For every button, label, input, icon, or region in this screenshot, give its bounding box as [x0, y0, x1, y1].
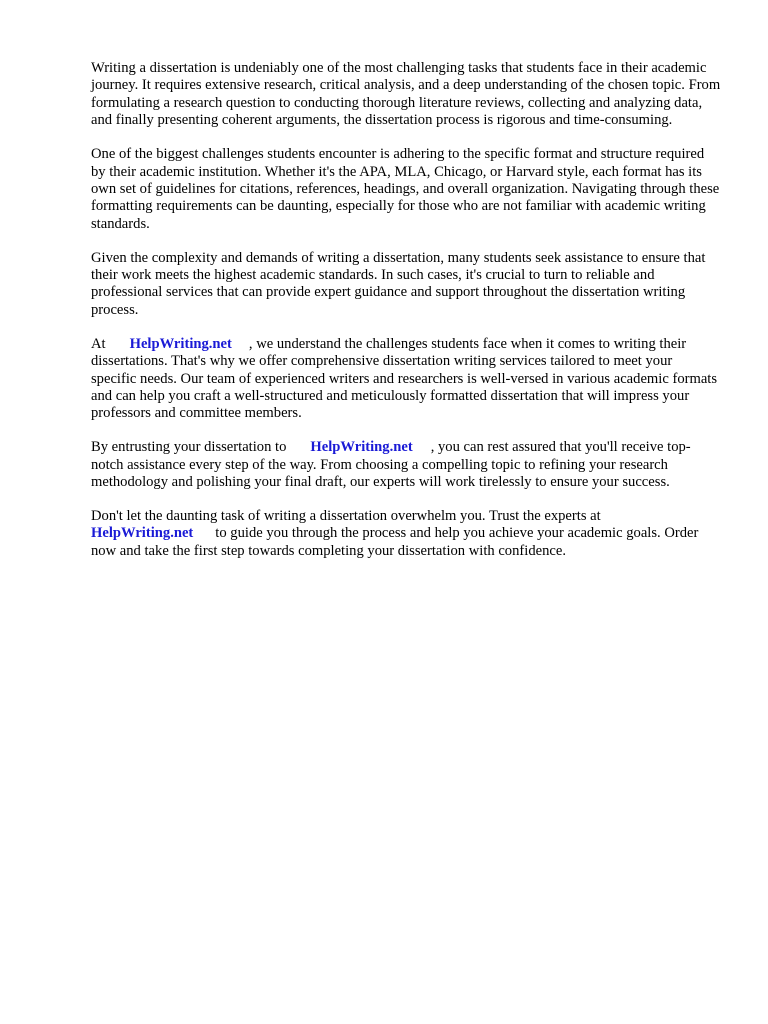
paragraph-assistance: Given the complexity and demands of writing a dissertation, many students seek assistance to ensure that their work meets the highest academic standards. In such cases, it's crucial to turn to reliable and professional services that can provide expert guidance and support throughout the dissertation writing process.	[91, 249, 706, 318]
paragraph-closing-text: to guide you through the process and help you achieve your academic goals. Order now and take the first step towards completing your dissertation with confidence.	[91, 525, 699, 559]
paragraph-closing-lead: Don't let the daunting task of writing a dissertation overwhelm you. Trust the experts at	[91, 508, 601, 525]
paragraph-about	[91, 336, 721, 423]
helpwriting-link-3[interactable]: HelpWriting.net	[91, 525, 194, 542]
document-body	[91, 60, 721, 577]
paragraph-entrusting-text: , you can rest assured that you'll receive top-notch assistance every step of the way. From choosing a compelling topic to refining your research methodology and polishing your final draft, our experts will work tirelessly to ensure your success.	[91, 439, 691, 491]
paragraph-format: One of the biggest challenges students encounter is adhering to the specific format and structure required by their academic institution. Whether it's the APA, MLA, Chicago, or Harvard style, each format has its own set of guidelines for citations, references, headings, and overall organization. Navigating through these formatting requirements can be daunting, especially for those who are not familiar with academic writing standards.	[91, 146, 720, 232]
helpwriting-link-1[interactable]: HelpWriting.net	[129, 335, 232, 352]
paragraph-entrusting-lead: By entrusting your dissertation to	[91, 439, 287, 456]
paragraph-intro: Writing a dissertation is undeniably one of the most challenging tasks that students face in their academic journey. It requires extensive research, critical analysis, and a deep understanding of the chosen topic. From formulating a research question to conducting thorough literature reviews, collecting and analyzing data, and finally presenting coherent arguments, the dissertation process is rigorous and time-consuming.	[91, 60, 721, 129]
helpwriting-link-2[interactable]: HelpWriting.net	[310, 439, 413, 456]
paragraph-about-lead: At	[91, 335, 106, 352]
paragraph-about-text: , we understand the challenges students face when it comes to writing their dissertations. That's why we offer comprehensive dissertation writing services tailored to meet your specific needs. Our team of experienced writers and researchers is well-versed in various academic formats and can help you craft a well-structured and meticulously formatted dissertation that will impress your professors and committee members.	[91, 335, 718, 422]
paragraph-entrusting	[91, 439, 721, 491]
paragraph-closing	[91, 508, 721, 560]
